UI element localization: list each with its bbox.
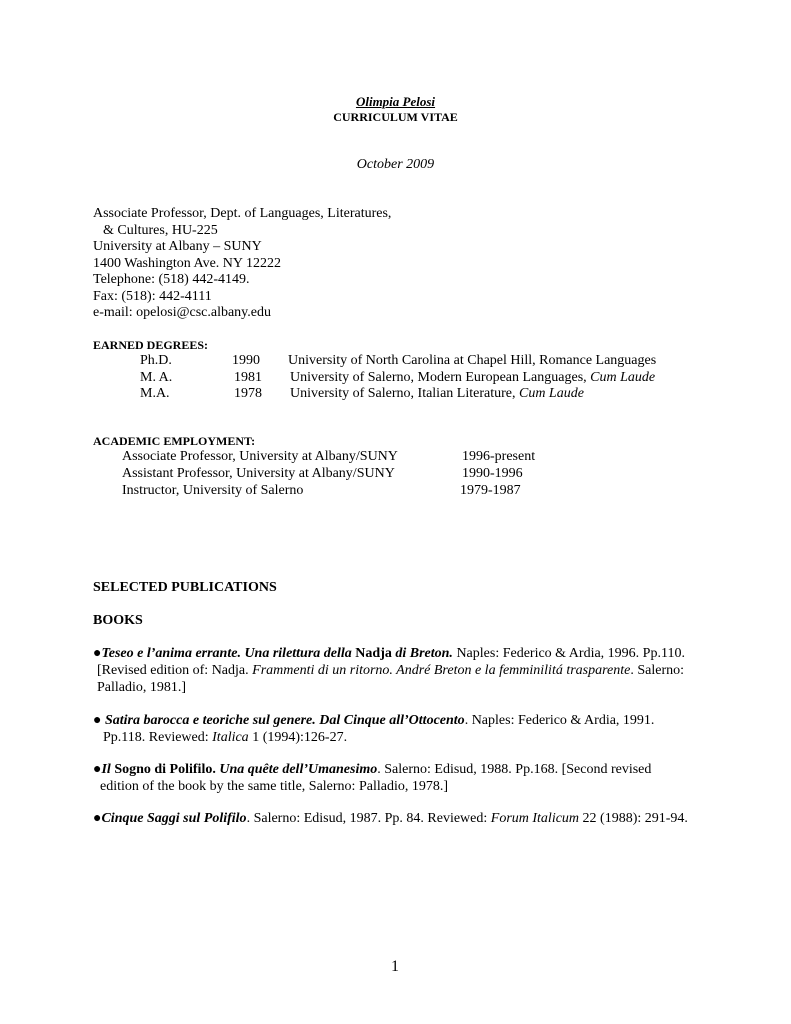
employment-position: Instructor, University of Salerno [122,483,304,498]
degree-year: 1990 [232,353,260,368]
degree-desc: University of North Carolina at Chapel Hill, Romance Languages [288,353,657,368]
employment-years: 1979-1987 [460,483,521,498]
bullet-icon: ● [93,646,102,661]
degrees-heading: EARNED DEGREES: [93,338,209,352]
degree-year: 1981 [234,370,262,385]
employment-years: 1990-1996 [462,466,523,481]
employment-years: 1996-present [462,449,536,464]
employment-heading: ACADEMIC EMPLOYMENT: [93,434,256,448]
degree-name: Ph.D. [140,353,172,368]
publications-heading: SELECTED PUBLICATIONS [93,580,277,595]
contact-block [93,206,391,322]
cv-author-name: Olimpia Pelosi [355,94,436,109]
books-heading: BOOKS [93,613,143,628]
degree-year: 1978 [234,386,262,401]
address-line: Associate Professor, Dept. of Languages, Literatures, [93,206,392,221]
degree-desc: University of Salerno, Italian Literature, Cum Laude [290,386,584,401]
document-date: October 2009 [356,157,435,172]
employment-position: Associate Professor, University at Albany/SUNY [122,449,398,464]
bullet-icon: ● [93,811,102,826]
document-title: CURRICULUM VITAE [333,110,458,124]
book-entry: ●Teseo e l’anima errante. Una rilettura della Nadja di Breton. Naples: Federico & Ardia, 1996. Pp.110. [Revised edition of: Nadja. Frammenti di un ritorno. André Breton e la femminilitá trasparente. Salerno: Palladio, 1981.] [93,646,685,695]
page-number: 1 [391,958,399,975]
employment-position: Assistant Professor, University at Albany/SUNY [122,466,395,481]
bullet-icon: ● [93,713,105,728]
telephone: Telephone: (518) 442-4149. [93,272,250,287]
address-line: & Cultures, HU-225 [103,222,218,238]
degree-name: M.A. [140,386,170,401]
fax: Fax: (518): 442-4111 [93,288,212,304]
bullet-icon: ● [93,762,102,777]
address-line: 1400 Washington Ave. NY 12222 [93,255,281,271]
degree-desc: University of Salerno, Modern European Languages, Cum Laude [290,370,656,385]
email: e-mail: opelosi@csc.albany.edu [93,305,271,320]
address-line: University at Albany – SUNY [93,239,262,254]
book-entry: ● Satira barocca e teoriche sul genere. Dal Cinque all’Ottocento. Naples: Federico & Ardia, 1991. Pp.118. Reviewed: Italica 1 (1994):126-27. [93,713,655,745]
book-entry: ●Cinque Saggi sul Polifilo. Salerno: Edisud, 1987. Pp. 84. Reviewed: Forum Italicum 22 (1988): 291-94. [93,811,688,826]
book-entry: ●Il Sogno di Polifilo. Una quête dell’Umanesimo. Salerno: Edisud, 1988. Pp.168. [Second revised edition of the book by the same title, Salerno: Palladio, 1978.] [93,762,652,794]
degree-name: M. A. [140,370,173,385]
